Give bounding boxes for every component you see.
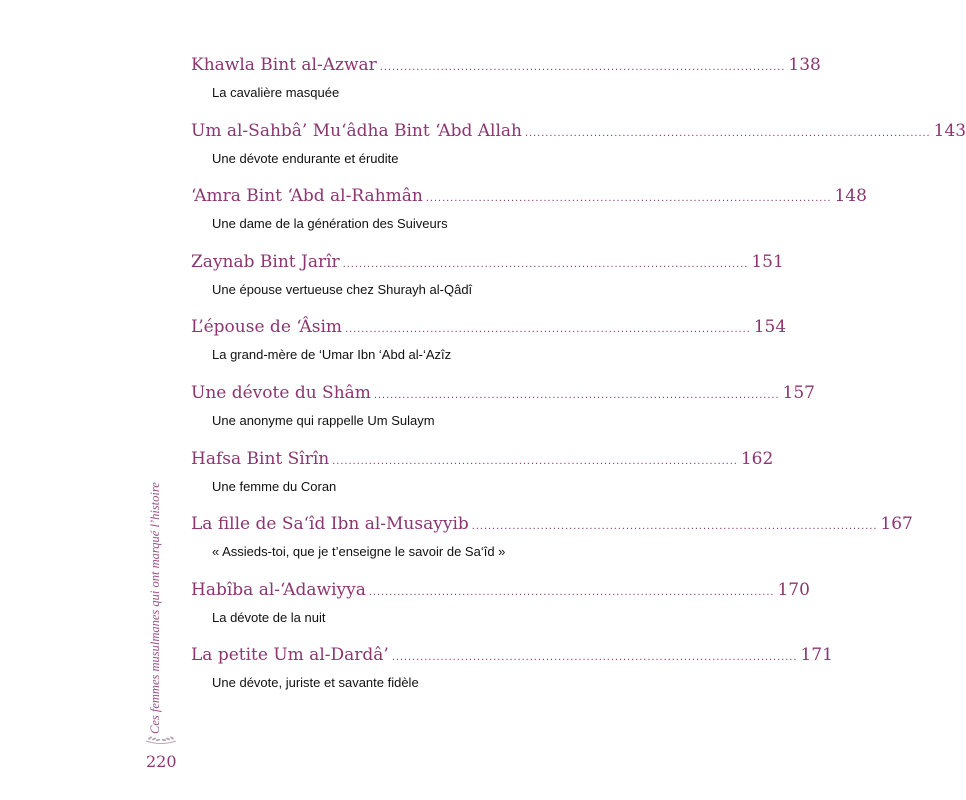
toc-entry-page: 170 (777, 579, 810, 600)
toc-entry-title: L’épouse de ‘Âsim (191, 317, 343, 338)
toc-entry (191, 183, 867, 249)
toc-entry (191, 314, 787, 380)
toc-entry-title-row (191, 249, 784, 277)
toc-entry-page: 162 (740, 448, 774, 469)
toc-entry-title-row (191, 511, 913, 539)
toc-entry-page: 148 (834, 186, 867, 207)
toc-entry (191, 577, 810, 643)
dot-leader: .................................................................................................... (373, 388, 780, 401)
dot-leader: .................................................................................................... (391, 651, 798, 664)
toc-entry-title-row (191, 314, 787, 342)
page-number: 220 (146, 752, 177, 771)
toc-entry-subtitle: La grand-mère de ‘Umar Ibn ‘Abd al-‘Azîz (212, 347, 452, 363)
toc-entry-subtitle: Une épouse vertueuse chez Shurayh al-Qâdî (212, 281, 473, 297)
toc-entry-title: Zaynab Bint Jarîr (191, 251, 340, 272)
toc-entry (191, 446, 774, 512)
toc-entry (191, 118, 966, 184)
toc-entry-page: 171 (800, 645, 833, 666)
laurel-ornament-icon (143, 731, 179, 745)
toc-entry-title: Une dévote du Shâm (191, 382, 371, 403)
toc-entry-subtitle: Une anonyme qui rappelle Um Sulaym (212, 412, 435, 428)
toc-entry (191, 52, 821, 118)
toc-entry (191, 380, 815, 446)
toc-entry-title: La petite Um al-Dardâ’ (191, 645, 389, 666)
dot-leader: .................................................................................................... (471, 520, 878, 533)
toc-entry (191, 511, 913, 577)
toc-entry-subtitle: Une femme du Coran (212, 478, 337, 494)
toc-entry-page: 167 (880, 514, 913, 535)
toc-entry-title: La fille de Sa‘îd Ibn al-Musayyib (191, 514, 469, 535)
toc-entry-page: 157 (782, 382, 815, 403)
toc-entry-subtitle: Une dévote endurante et érudite (212, 150, 399, 166)
toc-entry-title: Khawla Bint al-Azwar (191, 55, 377, 75)
toc-entry-title: ‘Amra Bint ‘Abd al-Rahmân (191, 186, 423, 207)
toc-entry-title-row (191, 380, 815, 408)
toc-entry-subtitle: La cavalière masquée (212, 85, 340, 100)
toc-entry-title-row (191, 183, 867, 211)
toc-entry-title: Habîba al-‘Adawiyya (191, 579, 366, 600)
toc-entry-subtitle: Une dévote, juriste et savante fidèle (212, 675, 419, 691)
toc-entry-subtitle: Une dame de la génération des Suiveurs (212, 216, 448, 232)
dot-leader: .................................................................................................... (379, 61, 786, 73)
toc-entry-title-row (191, 52, 821, 80)
dot-leader: .................................................................................................... (345, 323, 751, 336)
toc-entry-page: 151 (751, 251, 784, 272)
toc-entry-title-row (191, 642, 833, 670)
toc-entry-page: 154 (753, 317, 787, 338)
toc-entry-title-row (191, 118, 966, 146)
toc-entry-page: 143 (933, 120, 966, 141)
toc-entry-page: 138 (788, 55, 821, 75)
toc-entry-title: Hafsa Bint Sîrîn (191, 448, 330, 469)
dot-leader: .................................................................................................... (332, 454, 738, 467)
dot-leader: .................................................................................................... (525, 126, 931, 139)
toc-entry-subtitle: La dévote de la nuit (212, 609, 326, 625)
toc-entry-title-row (191, 446, 774, 474)
toc-entry (191, 642, 833, 708)
toc-entry (191, 249, 784, 315)
dot-leader: .................................................................................................... (342, 257, 749, 270)
table-of-contents (191, 52, 966, 708)
dot-leader: .................................................................................................... (425, 192, 832, 205)
toc-entry-title-row (191, 577, 810, 605)
running-book-title: Ces femmes musulmanes qui ont marqué l’histoire (148, 482, 162, 734)
toc-entry-subtitle: « Assieds-toi, que je t’enseigne le savoir de Sa‘îd » (212, 544, 506, 560)
toc-entry-title: Um al-Sahbâ’ Mu‘âdha Bint ‘Abd Allah (191, 120, 522, 141)
dot-leader: .................................................................................................... (368, 585, 775, 598)
